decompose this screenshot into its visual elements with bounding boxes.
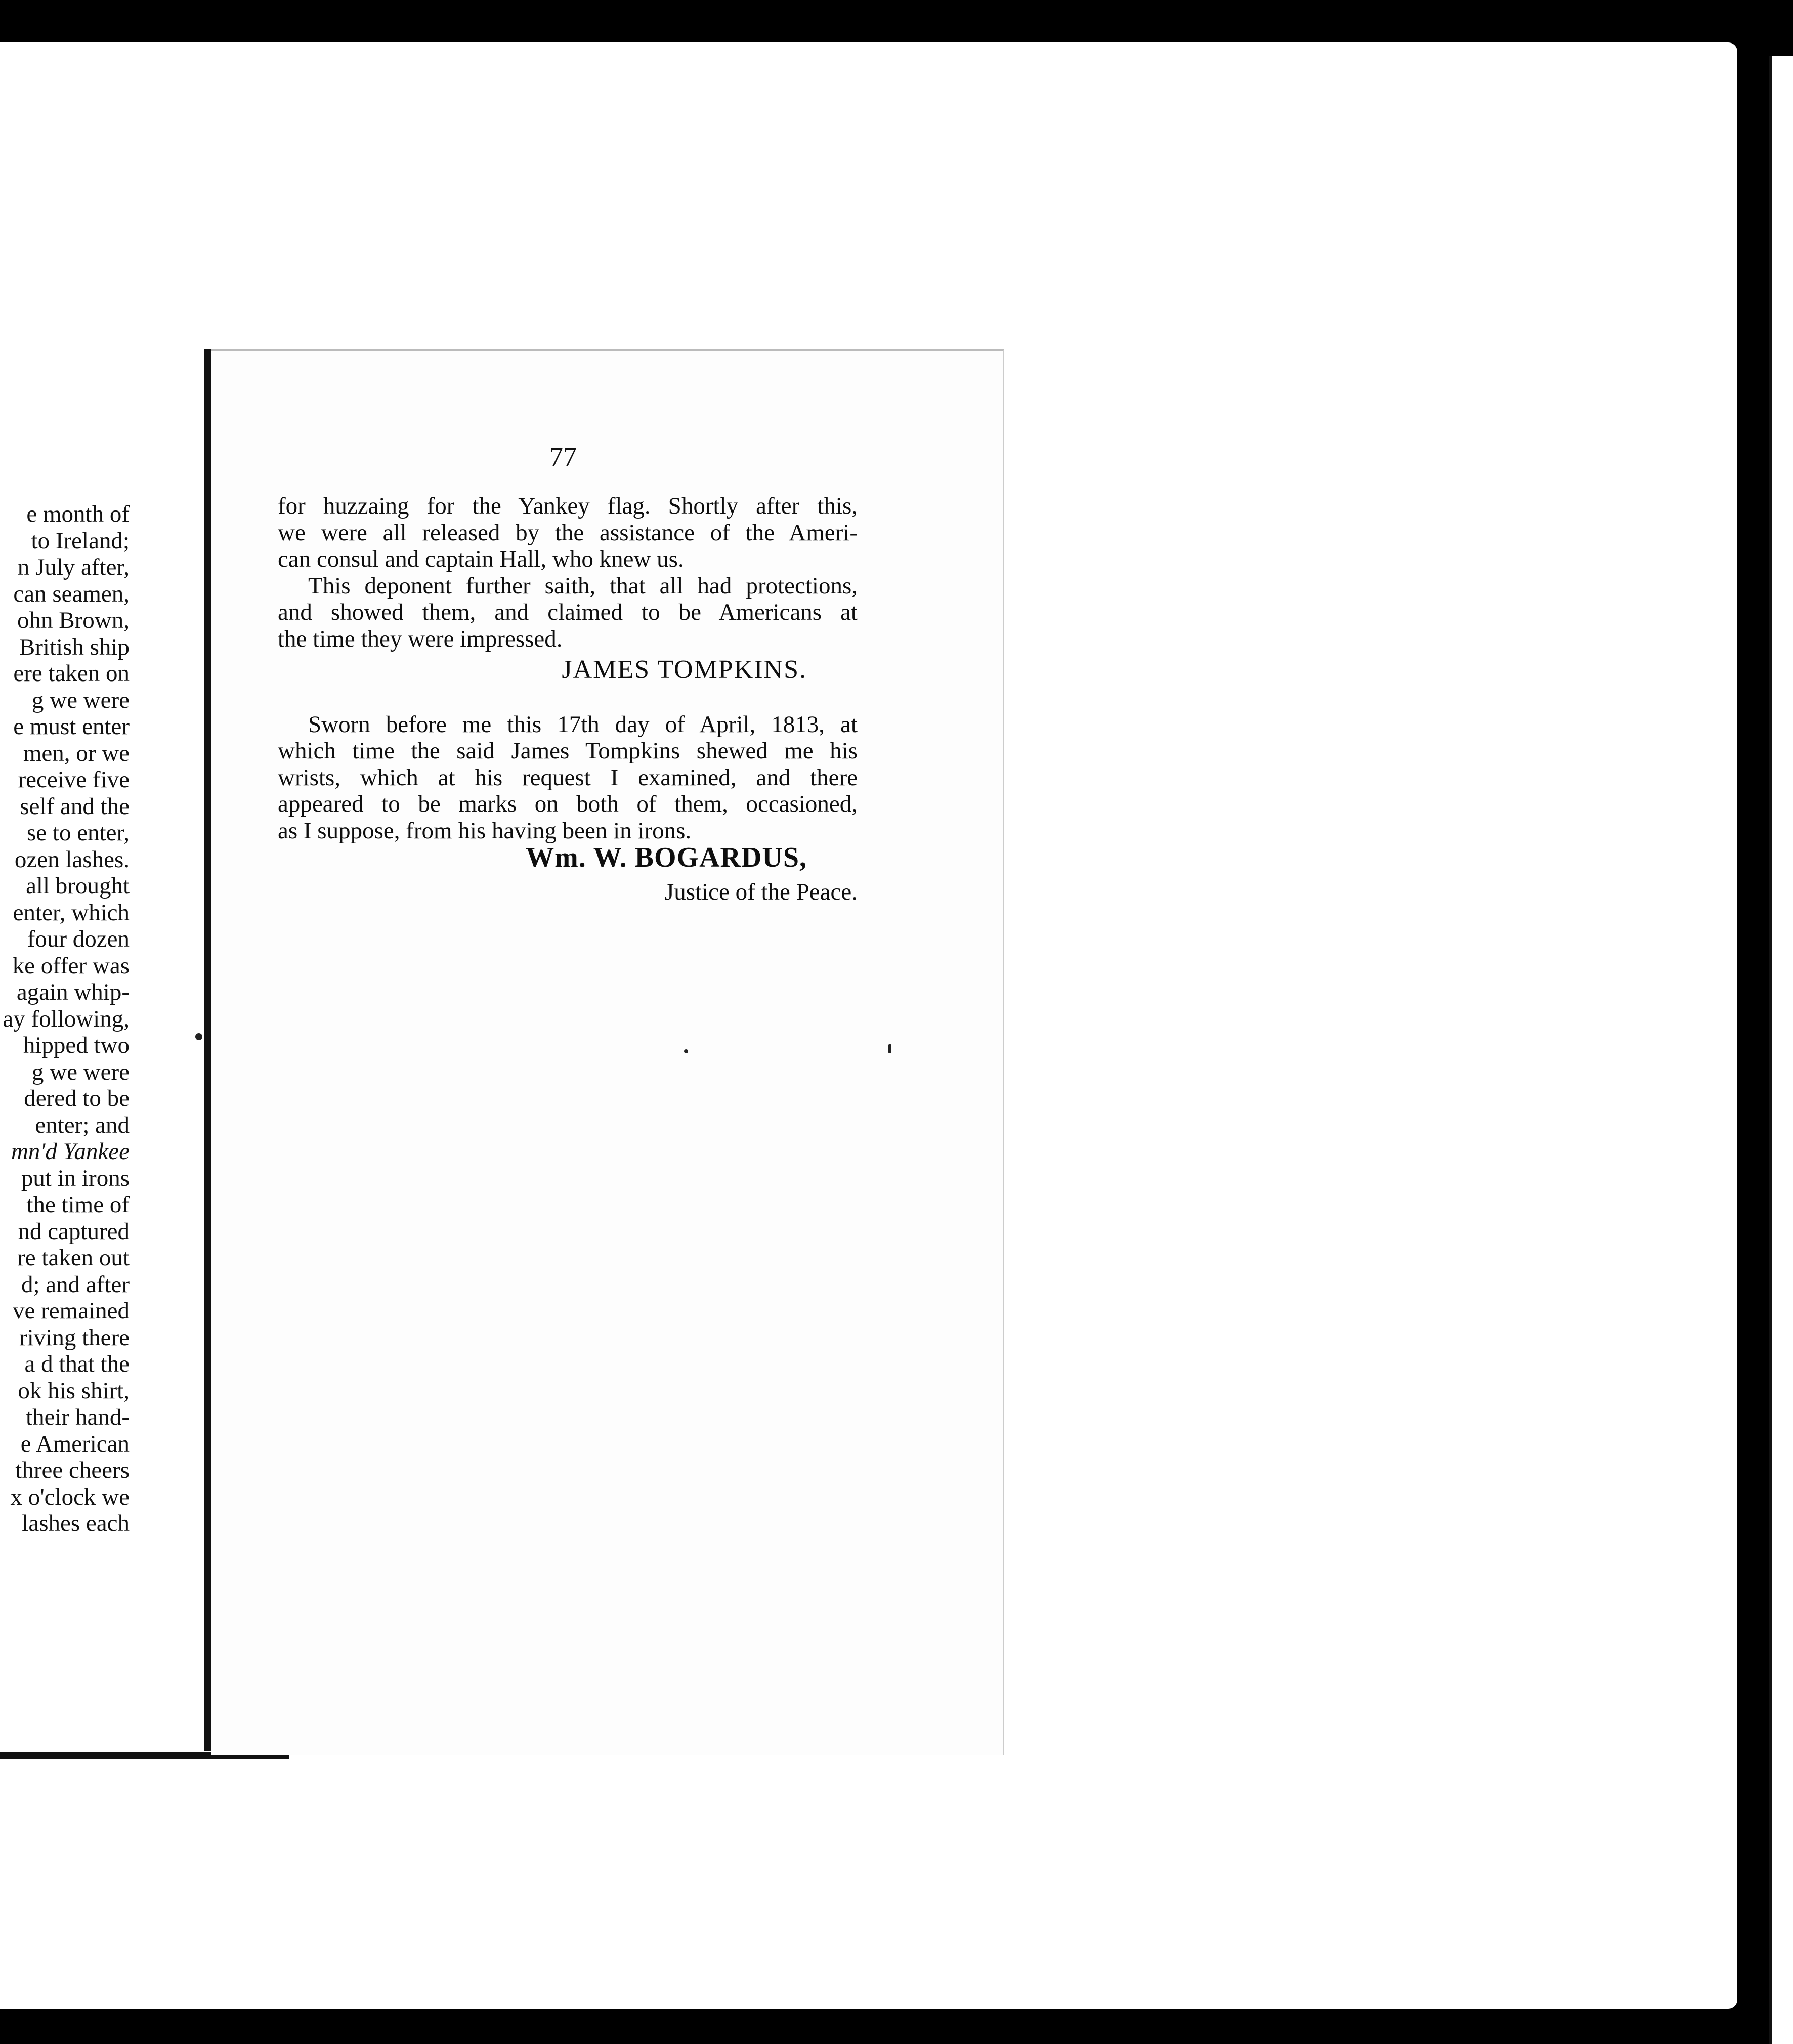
left-line: e month of [26,501,130,527]
left-line: the time of [26,1191,130,1218]
left-page-fragment [0,349,211,1751]
scan-speck [684,1049,688,1053]
left-line: ke offer was [12,952,130,979]
left-line: ay following, [3,1005,130,1032]
left-line: receive five [18,766,130,793]
left-line: can seamen, [13,580,130,607]
left-line: g we were [31,1058,130,1085]
left-line: d; and after [21,1271,130,1298]
paragraph-line: and showed them, and claimed to be Americans at [278,599,858,626]
scan-speck [195,1033,202,1040]
deponent-signature: JAMES TOMPKINS. [562,655,807,684]
left-line: four dozen [27,926,130,952]
paragraph-line: the time they were impressed. [278,625,563,652]
left-line: self and the [20,793,130,820]
left-page-text [0,501,130,1537]
paragraph-line: can consul and captain Hall, who knew us. [278,546,684,573]
left-line: x o'clock we [10,1483,130,1510]
paragraph-line: for huzzaing for the Yankey flag. Shortly after this, [278,493,858,519]
left-line: enter, which [13,899,130,926]
left-line: mn'd Yankee [11,1138,130,1165]
spacer [278,687,858,711]
page-body [278,493,858,907]
page-number: 77 [549,442,577,472]
left-line: again whip- [16,979,130,1005]
paragraph-line: which time the said James Tompkins shewed me his [278,738,858,764]
left-line: n July after, [17,554,130,580]
paragraph-line: Sworn before me this 17th day of April, 1813, at [308,711,858,738]
left-line: British ship [19,633,130,660]
scanner-border-right [1769,56,1793,2044]
left-line: ere taken on [13,660,130,687]
left-line: their hand- [26,1404,130,1430]
left-line: g we were [31,687,130,713]
paragraph-line: This deponent further saith, that all had protections, [308,572,858,599]
paragraph-line: we were all released by the assistance of the Ameri- [278,519,858,546]
paragraph-line: as I suppose, from his having been in irons. [278,817,692,844]
left-line: e must enter [13,713,130,740]
left-line: dered to be [24,1085,130,1112]
left-line: to Ireland; [31,527,130,554]
justice-title: Justice of the Peace. [664,878,858,905]
left-line: se to enter, [26,820,130,846]
left-line: men, or we [23,740,130,766]
justice-signature: Wm. W. BOGARDUS, [526,841,807,873]
left-line: ohn Brown, [17,607,130,633]
left-line: put in irons [21,1165,130,1191]
paragraph-line: appeared to be marks on both of them, occasioned, [278,791,858,818]
left-line: three cheers [15,1457,130,1483]
left-line: ve remained [13,1298,130,1324]
left-line: lashes each [22,1510,130,1537]
left-line: ozen lashes. [14,846,130,873]
left-line: e American [20,1430,130,1457]
left-line: re taken out [17,1245,130,1271]
left-line: nd captured [18,1218,130,1245]
left-line: a d that the [24,1351,130,1377]
scan-speck [888,1044,891,1053]
scanner-border-top [0,0,1793,42]
paragraph-line: wrists, which at his request I examined, and there [278,764,858,791]
left-line: riving there [19,1324,130,1351]
left-line: all brought [26,873,130,899]
left-line: ok his shirt, [18,1377,130,1404]
left-line: hipped two [23,1032,130,1058]
left-line: enter; and [35,1112,130,1138]
page-77 [211,349,1004,1755]
